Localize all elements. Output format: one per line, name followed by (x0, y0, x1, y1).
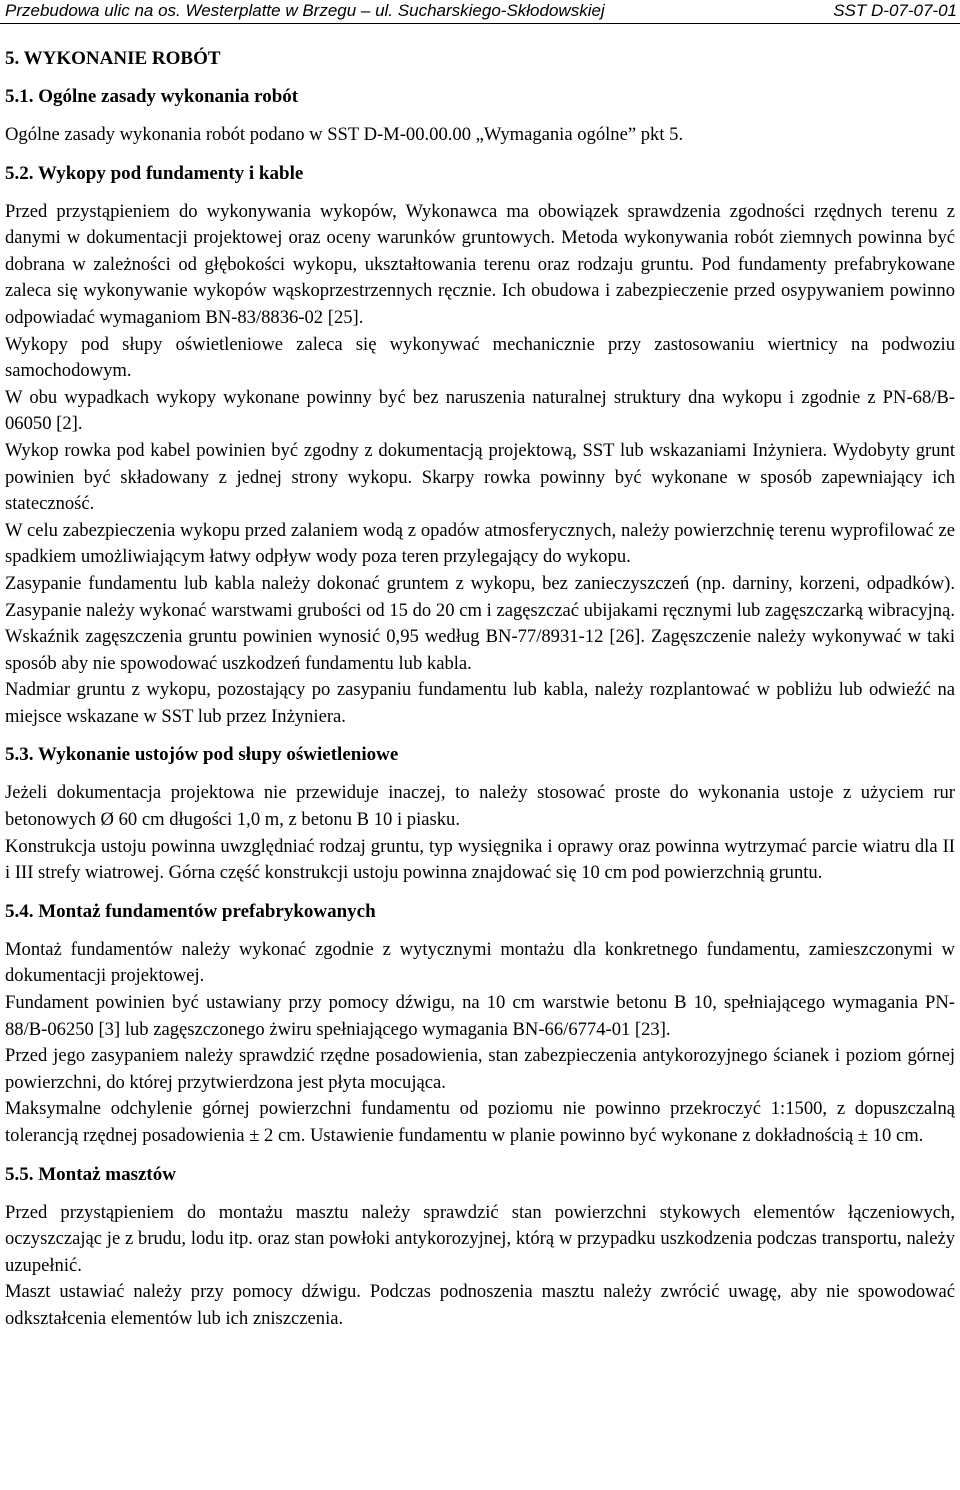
paragraph: Przed jego zasypaniem należy sprawdzić rzędne posadowienia, stan zabezpieczenia antykorozyjnego ścianek i poziom górnej powierzchni, do której przytwierdzona jest płyta mocująca. (5, 1045, 955, 1093)
section-5-2-body (5, 199, 955, 731)
paragraph: Jeżeli dokumentacja projektowa nie przewiduje inaczej, to należy stosować proste do wykonania ustoje z użyciem rur betonowych Ø 60 cm długości 1,0 m, z betonu B 10 i piasku. (5, 782, 955, 831)
paragraph: Przed przystąpieniem do montażu masztu należy sprawdzić stan powierzchni stykowych elementów łączeniowych, oczyszczając je z brudu, lodu itp. oraz stan powłoki antykorozyjnej, którą w przypadku uszkodzenia podczas transportu, należy uzupełnić. (5, 1201, 955, 1276)
section-5-3-body (5, 780, 955, 886)
paragraph: W celu zabezpieczenia wykopu przed zalaniem wodą z opadów atmosferycznych, należy powierzchnię terenu wyprofilować ze spadkiem umożliwiającym łatwy odpływ wody poza teren przylegający do wykopu. (5, 519, 955, 568)
section-5-5-body (5, 1200, 955, 1333)
paragraph: Zasypanie fundamentu lub kabla należy dokonać gruntem z wykopu, bez zanieczyszczeń (np. darniny, korzeni, odpadków). Zasypanie należy wykonać warstwami grubości od 15 do 20 cm i zagęszczać ubijakami ręcznymi lub zagęszczarką wibracyjną. Wskaźnik zagęszczenia gruntu powinien wynosić 0,95 według BN-77/8931-12 [26]. Zagęszczenie należy wykonywać w taki sposób aby nie spowodować uszkodzeń fundamentu lub kabla. (5, 572, 955, 674)
header-spec-code: SST D-07-07-01 (833, 1, 957, 20)
paragraph: Nadmiar gruntu z wykopu, pozostający po zasypaniu fundamentu lub kabla, należy rozplantować w pobliżu lub odwieźć na miejsce wskazane w SST lub przez Inżyniera. (5, 679, 955, 727)
paragraph: Fundament powinien być ustawiany przy pomocy dźwigu, na 10 cm warstwie betonu B 10, spełniającego wymagania PN-88/B-06250 [3] lub zagęszczonego żwiru spełniającego wymagania BN-66/6774-01 [23]. (5, 992, 955, 1040)
section-5-5-title: 5.5. Montaż masztów (5, 1163, 176, 1185)
section-5-3-title: 5.3. Wykonanie ustojów pod słupy oświetleniowe (5, 744, 399, 766)
paragraph: Maksymalne odchylenie górnej powierzchni fundamentu od poziomu nie powinno przekroczyć 1:1500, z dopuszczalną tolerancją rzędnej posadowienia ± 2 cm. Ustawienie fundamentu w planie powinno być wykonane z dokładnością ± 10 cm. (5, 1098, 955, 1146)
paragraph: Montaż fundamentów należy wykonać zgodnie z wytycznymi montażu dla konkretnego fundamentu, zamieszczonymi w dokumentacji projektowej. (5, 938, 955, 987)
paragraph: W obu wypadkach wykopy wykonane powinny być bez naruszenia naturalnej struktury dna wykopu i zgodnie z PN-68/B-06050 [2]. (5, 386, 955, 435)
section-5-1-body (5, 122, 955, 149)
paragraph: Ogólne zasady wykonania robót podano w SST D-M-00.00.00 „Wymagania ogólne” pkt 5. (5, 124, 684, 145)
section-5-2-title: 5.2. Wykopy pod fundamenty i kable (5, 162, 304, 184)
paragraph: Przed przystąpieniem do wykonywania wykopów, Wykonawca ma obowiązek sprawdzenia zgodności rzędnych terenu z danymi w dokumentacji projektowej oraz oceny warunków gruntowych. Metoda wykonywania robót ziemnych powinna być dobrana w zależności od głębokości wykopu, ukształtowania terenu oraz rodzaju gruntu. Pod fundamenty prefabrykowane zaleca się wykonywanie wykopów wąskoprzestrzennych ręcznie. Ich obudowa i zabezpieczenie przed osypywaniem powinno odpowiadać wymaganiom BN-83/8836-02 [25]. (5, 200, 955, 328)
section-5-4-body (5, 937, 955, 1150)
paragraph: Wykop rowka pod kabel powinien być zgodny z dokumentacją projektową, SST lub wskazaniami Inżyniera. Wydobyty grunt powinien być składowany z jednej strony wykopu. Skarpy rowka powinny być wykonane w sposób zapewniający ich stateczność. (5, 439, 955, 515)
paragraph: Maszt ustawiać należy przy pomocy dźwigu. Podczas podnoszenia masztu należy zwrócić uwagę, aby nie spowodować odkształcenia elementów lub ich zniszczenia. (5, 1281, 955, 1329)
paragraph: Wykopy pod słupy oświetleniowe zaleca się wykonywać mechanicznie przy zastosowaniu wiertnicy na podwoziu samochodowym. (5, 333, 955, 382)
section-5-4-title: 5.4. Montaż fundamentów prefabrykowanych (5, 900, 376, 922)
section-5-1-title: 5.1. Ogólne zasady wykonania robót (5, 86, 299, 107)
paragraph: Konstrukcja ustoju powinna uwzględniać rodzaj gruntu, typ wysięgnika i oprawy oraz powinna wytrzymać parcie wiatru dla II i III strefy wiatrowej. Górna część konstrukcji ustoju powinna znajdować się 10 cm pod powierzchnią gruntu. (5, 835, 955, 884)
page-header (0, 0, 960, 24)
chapter-title: 5. WYKONANIE ROBÓT (5, 48, 221, 69)
header-title: Przebudowa ulic na os. Westerplatte w Brzegu – ul. Sucharskiego-Skłodowskiej (5, 1, 605, 20)
document-body (5, 46, 955, 1345)
